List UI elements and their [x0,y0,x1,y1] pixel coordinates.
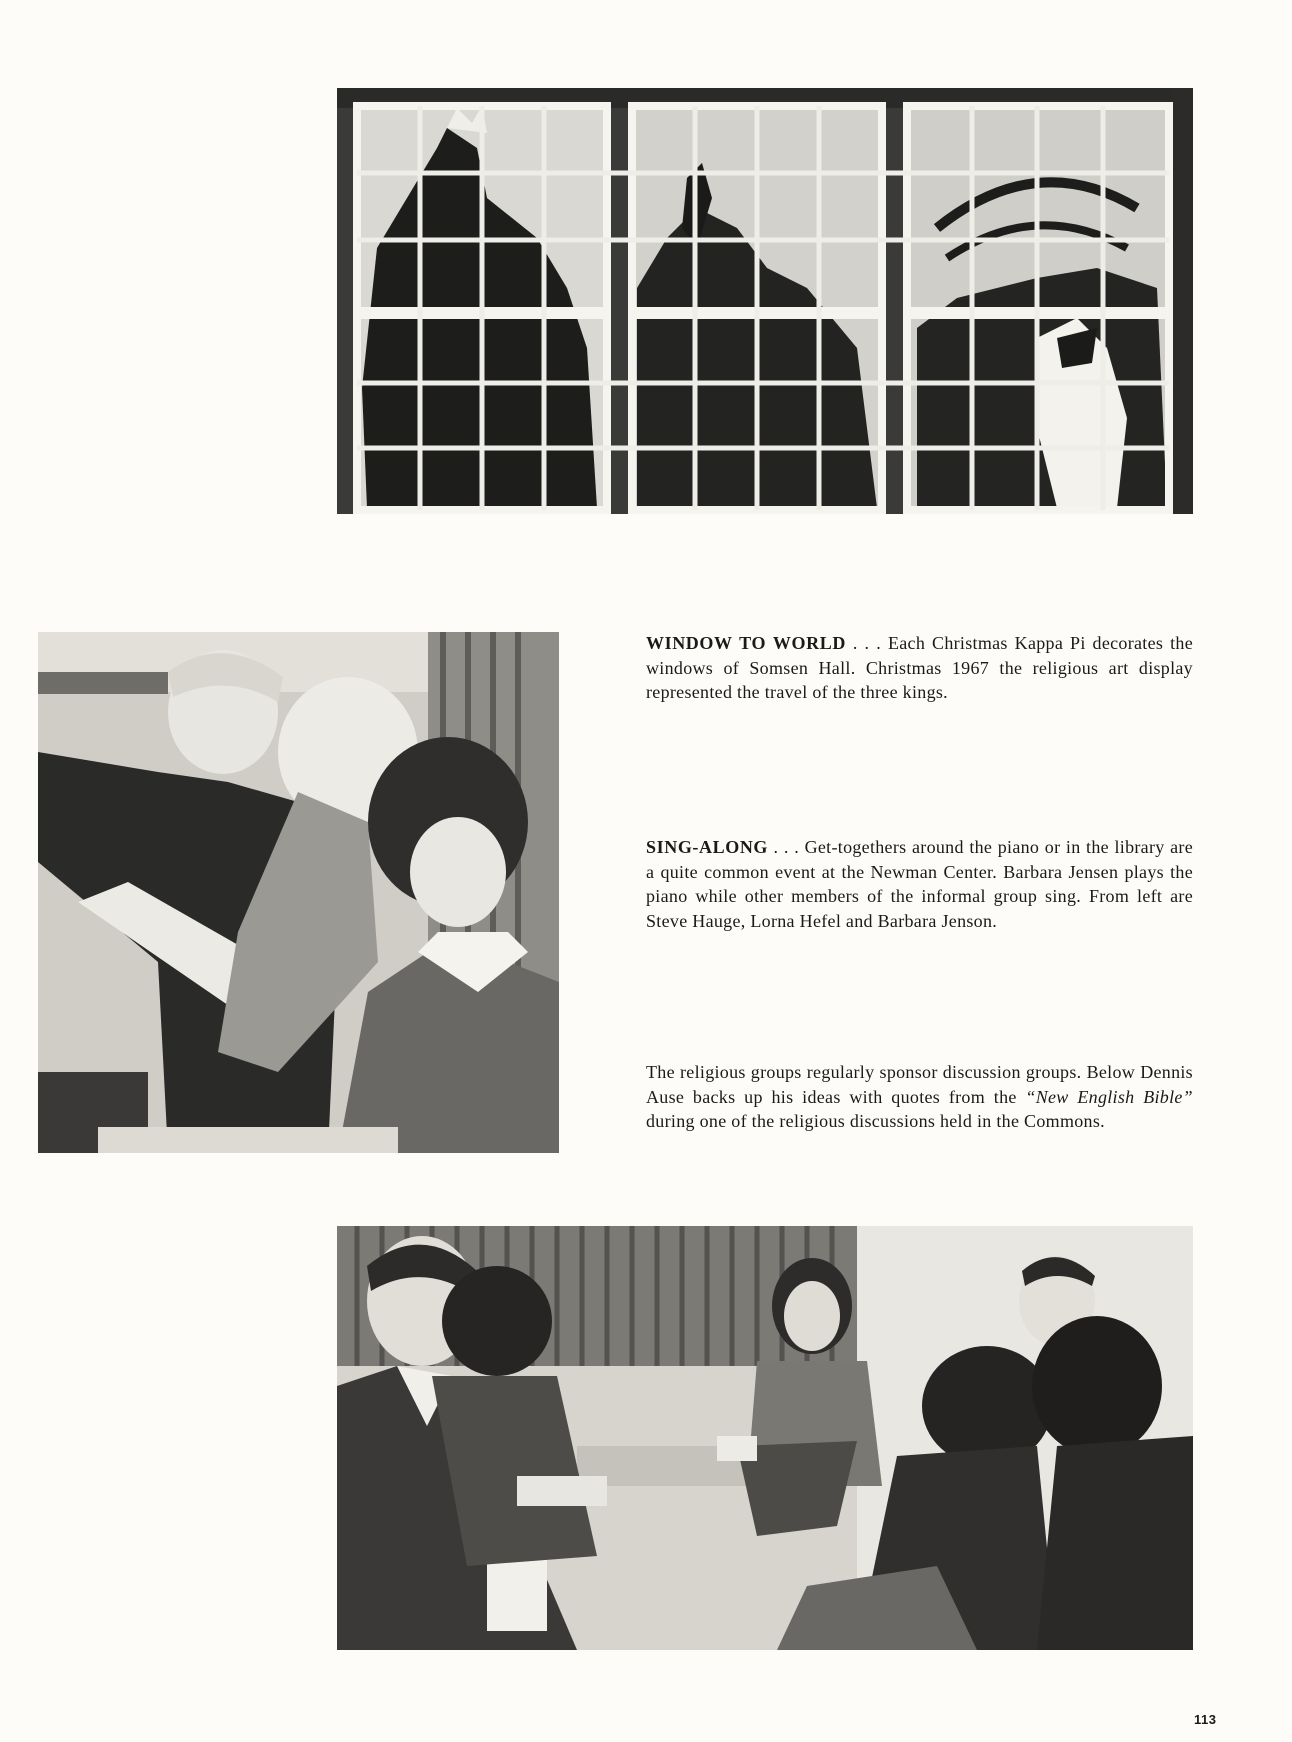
caption-window-to-world [646,631,1193,705]
caption-discussion-bible-title: “New English Bible” [1025,1086,1193,1107]
discussion-photo [337,1226,1193,1650]
window-photo [337,88,1193,514]
window-photo-illustration [337,88,1193,514]
singalong-photo-illustration [38,632,559,1153]
caption-discussion-after: during one of the religious discussions held in the Commons. [646,1111,1105,1131]
caption-window-head: WINDOW TO WORLD [646,633,846,653]
caption-window-body: . . . Each Christmas Kappa Pi decorates the windows of Somsen Hall. Christmas 1967 the religious art display represented the travel of the three kings. [646,633,1193,702]
caption-singalong-body: . . . Get-togethers around the piano or in the library are a quite common event at the Newman Center. Barbara Jensen plays the piano while other members of the informal group sing. From left are Steve Hauge, Lorna Hefel and Barbara Jenson. [646,837,1193,931]
page-number: 113 [1194,1712,1217,1727]
caption-discussion-before: The religious groups regularly sponsor discussion groups. Below Dennis Ause backs up his ideas with quotes from the [646,1062,1193,1107]
discussion-photo-illustration [337,1226,1193,1650]
singalong-photo [38,632,559,1153]
caption-discussion-groups [646,1060,1193,1134]
caption-sing-along [646,835,1193,933]
caption-singalong-head: SING-ALONG [646,837,769,857]
